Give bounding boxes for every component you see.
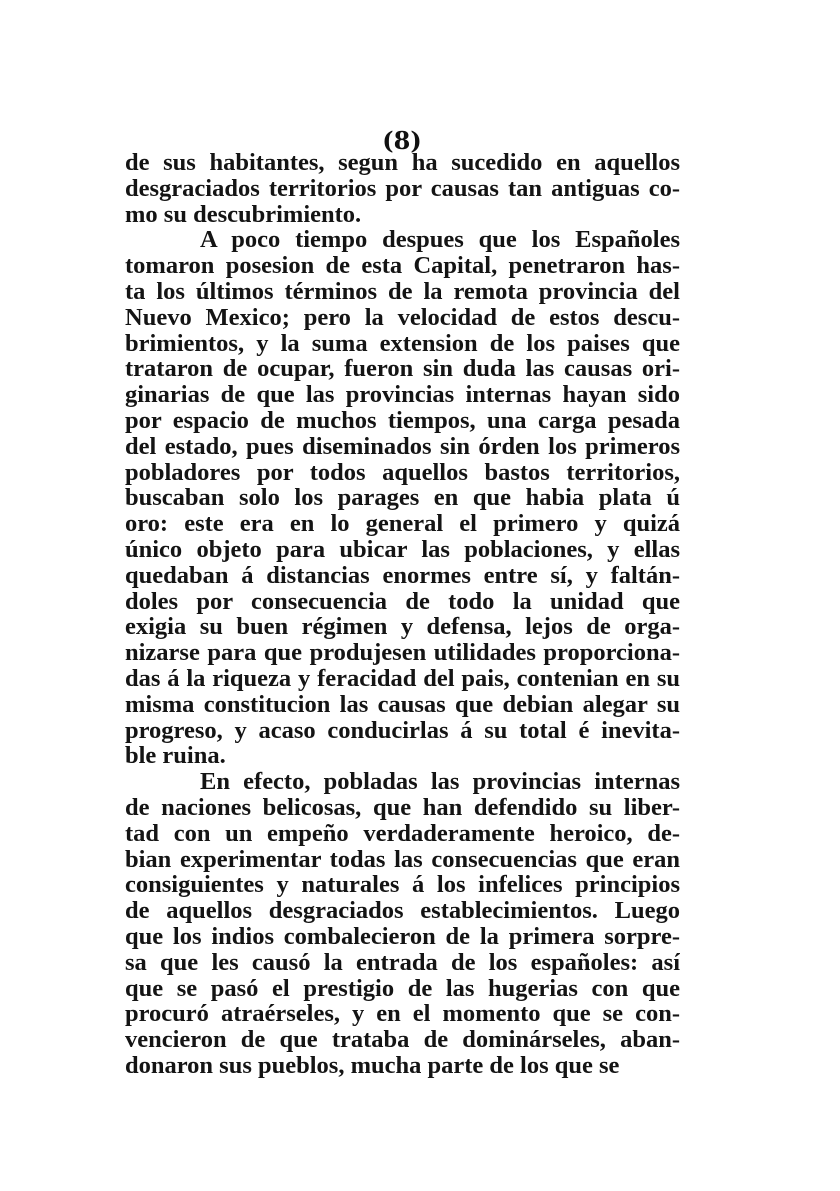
text-line: misma constitucion las causas que debian alegar su: [125, 691, 680, 718]
text-line: desgraciados territorios por causas tan antiguas co-: [125, 175, 680, 202]
body-text: [125, 150, 680, 1079]
text-line: das á la riqueza y feracidad del pais, contenian en su: [125, 665, 680, 692]
text-line: brimientos, y la suma extension de los paises que: [125, 330, 680, 357]
text-line: buscaban solo los parages en que habia plata ú: [125, 485, 680, 512]
text-line: tomaron posesion de esta Capital, penetraron has-: [125, 253, 680, 279]
text-line: ta los últimos términos de la remota provincia del: [125, 278, 680, 305]
text-line: mo su descubrimiento.: [125, 201, 362, 228]
text-line: progreso, y acaso conducirlas á su total é inevita-: [125, 717, 680, 744]
text-line: ble ruina.: [125, 743, 226, 770]
text-line: procuró atraérseles, y en el momento que se con-: [125, 1001, 680, 1028]
text-line: trataron de ocupar, fueron sin duda las causas ori-: [125, 356, 680, 383]
text-line: único objeto para ubicar las poblaciones, y ellas: [125, 536, 680, 563]
text-line: de naciones belicosas, que han defendido su liber-: [125, 794, 680, 821]
text-line: En efecto, pobladas las provincias internas: [200, 769, 680, 795]
text-line: de aquellos desgraciados establecimientos. Luego: [125, 898, 680, 924]
text-line: sa que les causó la entrada de los españoles: así: [125, 949, 680, 976]
paragraph: [125, 227, 680, 769]
text-line: tad con un empeño verdaderamente heroico, de-: [125, 820, 680, 847]
text-line: A poco tiempo despues que los Españoles: [200, 227, 680, 254]
text-line: de sus habitantes, segun ha sucedido en aquellos: [125, 150, 680, 176]
text-line: Nuevo Mexico; pero la velocidad de estos descu-: [125, 304, 680, 331]
text-line: exigia su buen régimen y defensa, lejos de orga-: [125, 614, 680, 641]
text-line: nizarse para que produjesen utilidades proporciona-: [125, 640, 680, 666]
paragraph: [125, 150, 680, 227]
text-line: quedaban á distancias enormes entre sí, y faltán-: [125, 562, 680, 589]
text-line: pobladores por todos aquellos bastos territorios,: [125, 459, 680, 486]
text-line: oro: este era en lo general el primero y quizá: [125, 511, 680, 537]
text-line: consiguientes y naturales á los infelices principios: [125, 872, 680, 899]
text-line: del estado, pues diseminados sin órden los primeros: [125, 433, 680, 460]
paragraph: [125, 769, 680, 1079]
text-line: donaron sus pueblos, mucha parte de los que se: [125, 1052, 620, 1079]
text-line: bian experimentar todas las consecuencias que eran: [125, 846, 680, 873]
text-line: doles por consecuencia de todo la unidad que: [125, 588, 680, 615]
text-line: por espacio de muchos tiempos, una carga pesada: [125, 407, 680, 434]
text-line: que los indios combalecieron de la primera sorpre-: [125, 923, 680, 950]
page-number: (8): [382, 126, 422, 155]
text-line: ginarias de que las provincias internas hayan sido: [125, 382, 680, 408]
text-line: que se pasó el prestigio de las hugerias con que: [125, 975, 680, 1002]
text-line: vencieron de que trataba de dominárseles, aban-: [125, 1027, 680, 1053]
